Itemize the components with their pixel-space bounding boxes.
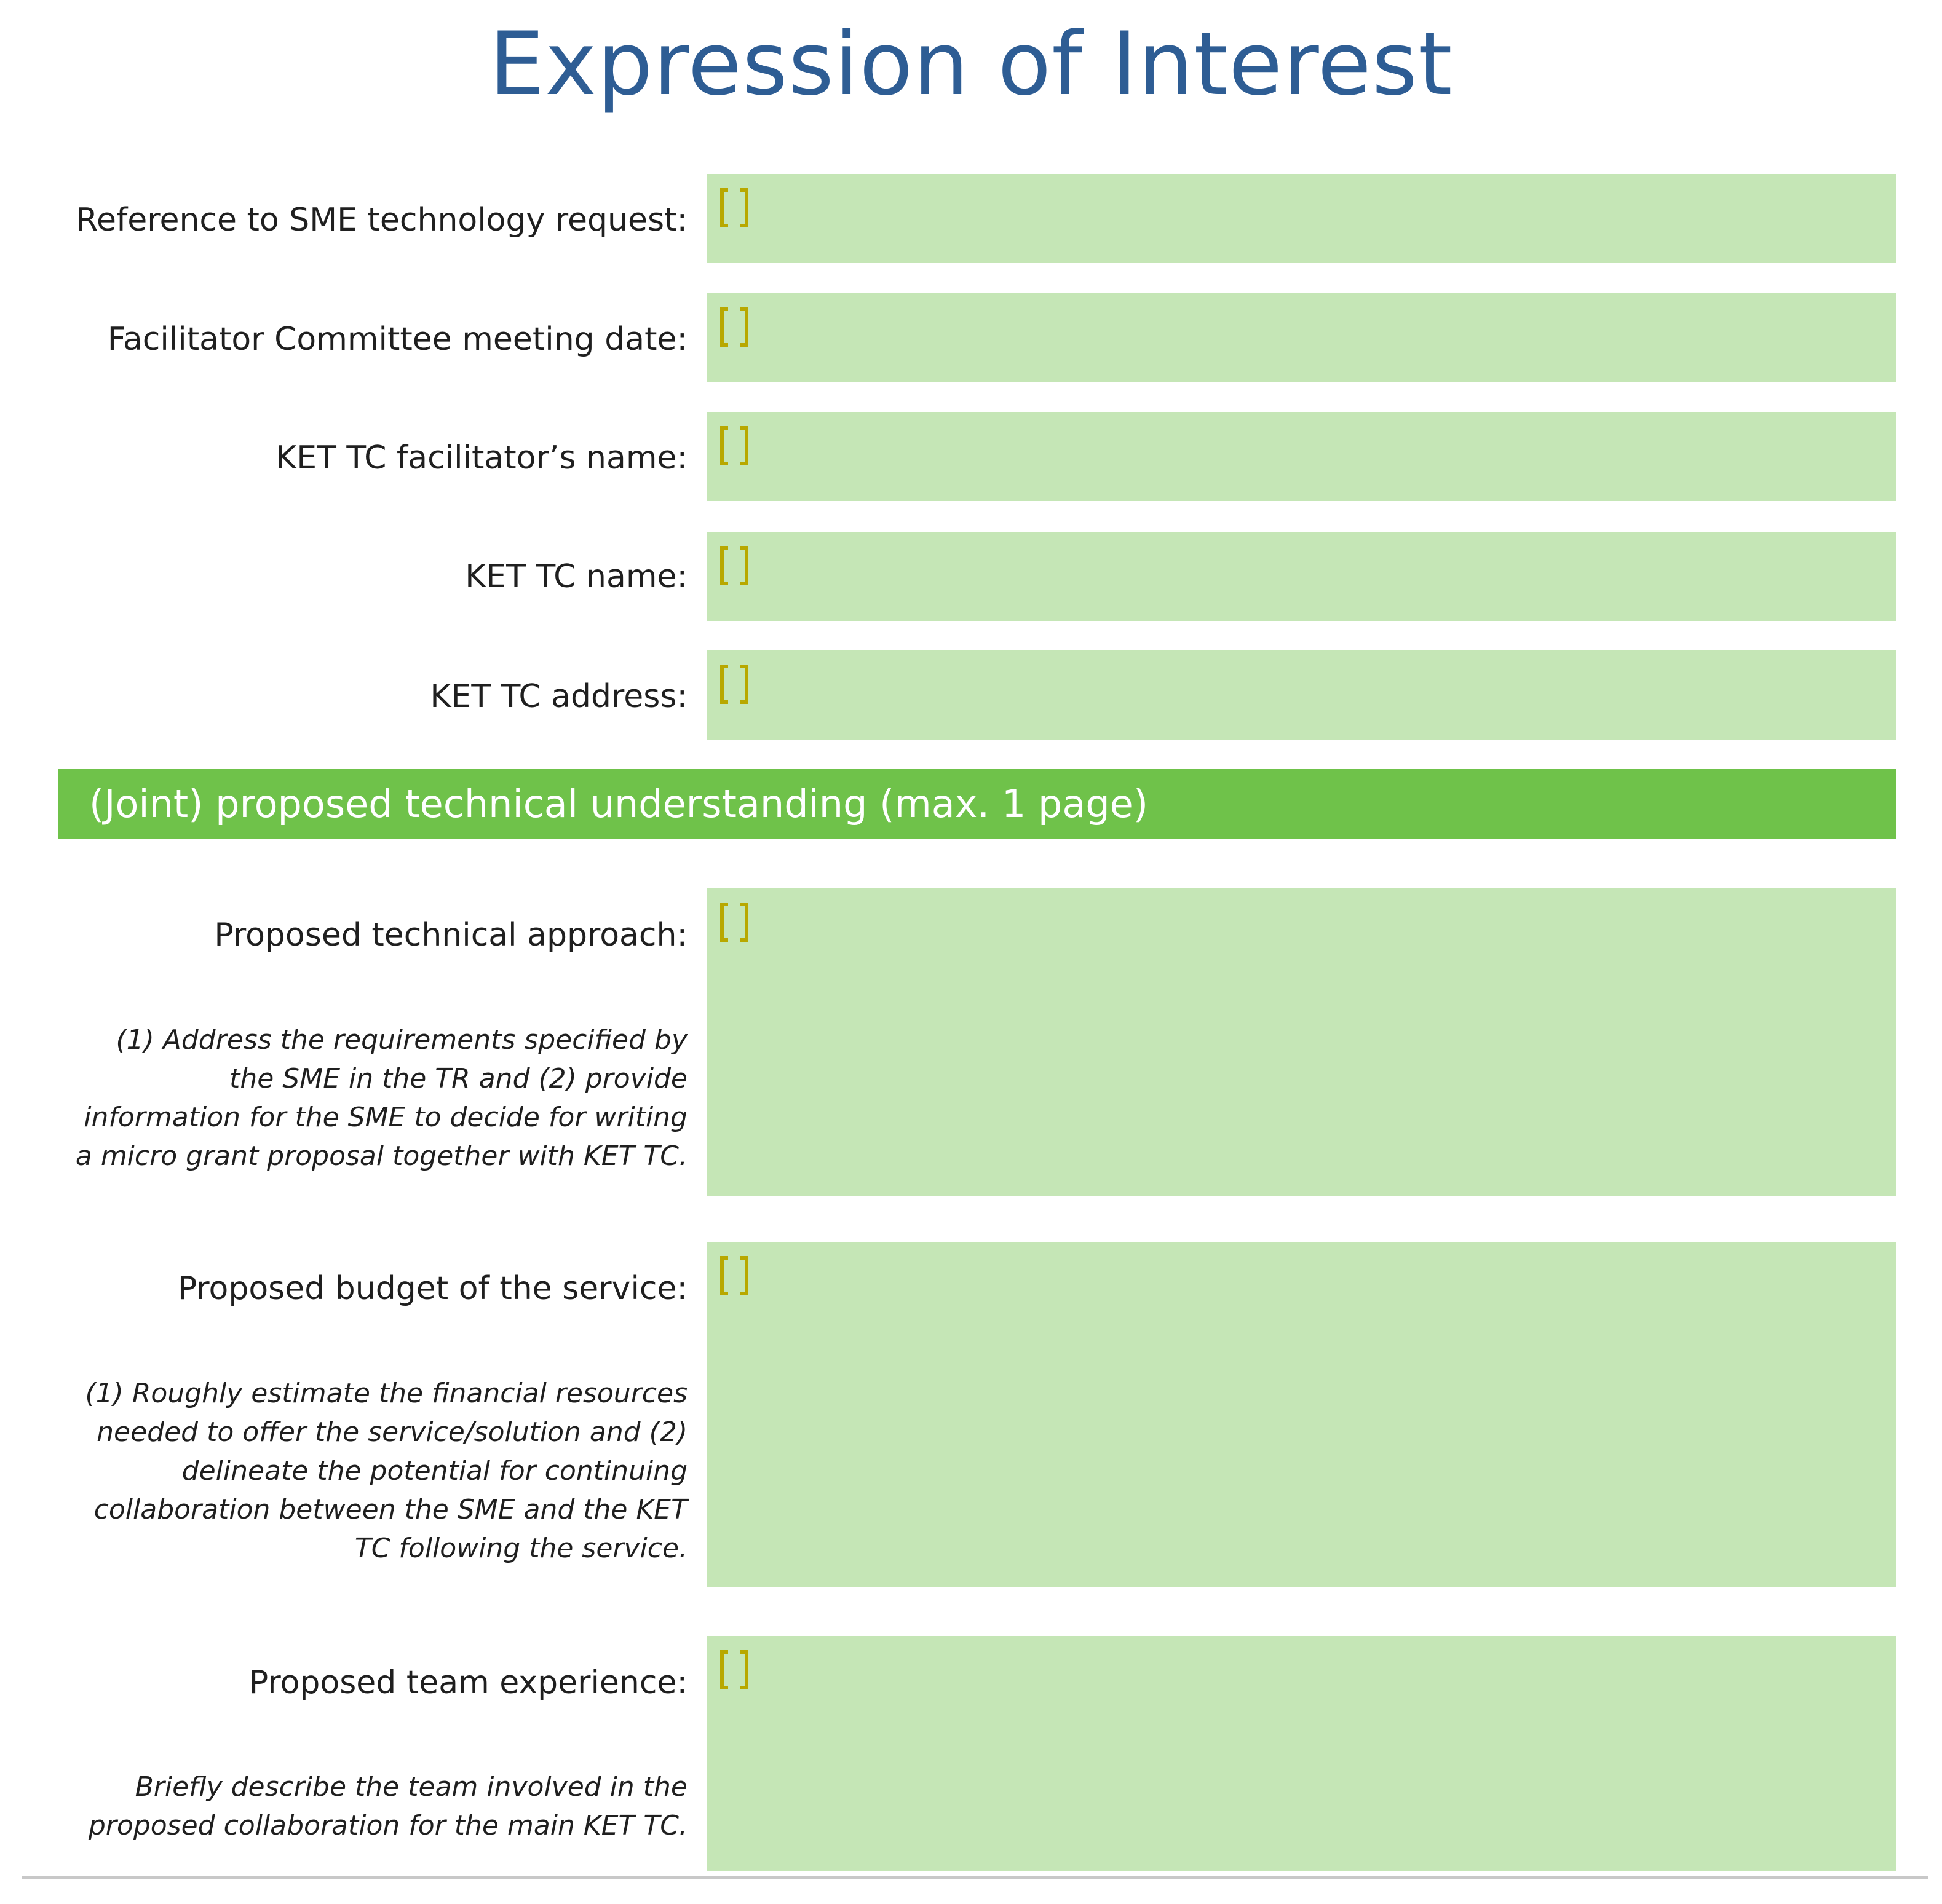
field-facilitator-name[interactable] [707,412,1896,501]
field-meeting-date[interactable] [707,293,1896,382]
hint-budget: (1) Roughly estimate the financial resources needed to offer the service/solution and (2) delineate the potential for continuing collaboration between the SME and the KET TC following the service. [85,1378,688,1564]
form-field-bracket-icon [719,664,749,705]
section-heading: (Joint) proposed technical understanding (max. 1 page) [89,781,1149,826]
form-field-bracket-icon [719,188,749,228]
page-bottom-rule [22,1876,1928,1879]
section-heading-bar [58,769,1896,839]
label-budget: Proposed budget of the service: [177,1270,688,1307]
form-field-bracket-icon [719,1649,749,1690]
label-technical-approach: Proposed technical approach: [214,917,688,954]
form-field-bracket-icon [719,425,749,466]
field-sme-reference[interactable] [707,174,1896,263]
form-field-bracket-icon [719,1255,749,1296]
hint-team-experience: Briefly describe the team involved in the proposed collaboration for the main KET TC. [88,1771,688,1841]
label-team-experience: Proposed team experience: [248,1664,688,1701]
field-ket-tc-address[interactable] [707,650,1896,740]
page-title: Expression of Interest [489,14,1453,115]
field-team-experience[interactable] [707,1636,1896,1871]
form-field-bracket-icon [719,307,749,347]
hint-technical-approach: (1) Address the requirements specified by the SME in the TR and (2) provide information for the SME to decide for writing a micro grant proposal together with KET TC. [75,1024,688,1172]
label-ket-tc-name: KET TC name: [465,558,688,595]
field-ket-tc-name[interactable] [707,532,1896,621]
label-meeting-date: Facilitator Committee meeting date: [107,321,688,358]
form-field-bracket-icon [719,545,749,586]
label-facilitator-name: KET TC facilitator’s name: [275,440,688,476]
field-technical-approach[interactable] [707,888,1896,1196]
field-budget[interactable] [707,1242,1896,1587]
label-ket-tc-address: KET TC address: [430,678,688,715]
label-sme-reference: Reference to SME technology request: [76,202,688,239]
form-field-bracket-icon [719,902,749,942]
